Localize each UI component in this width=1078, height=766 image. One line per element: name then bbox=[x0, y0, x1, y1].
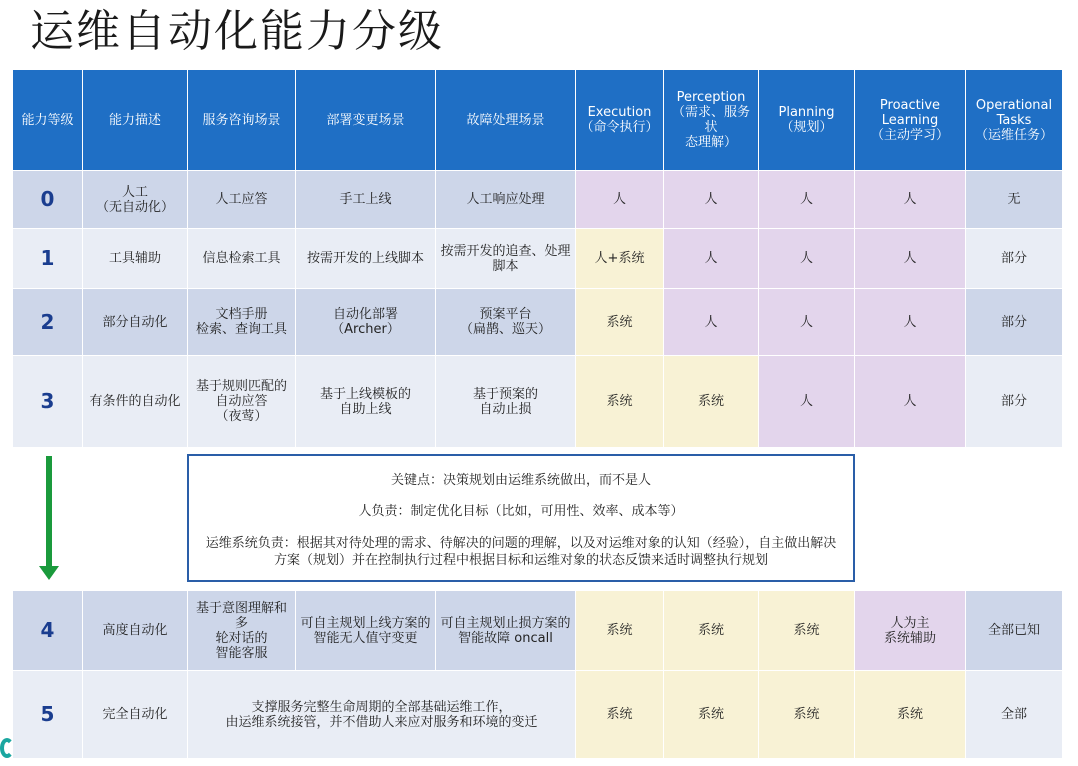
level-number: 2 bbox=[13, 289, 82, 355]
deploy-change-cell: 基于上线模板的 自助上线 bbox=[296, 356, 435, 447]
operational-tasks-cell: 部分 bbox=[966, 229, 1062, 288]
service-consult-cell: 文档手册 检索、查询工具 bbox=[188, 289, 295, 355]
operational-tasks-cell: 无 bbox=[966, 171, 1062, 228]
execution-cell: 系统 bbox=[576, 289, 663, 355]
perception-cell: 人 bbox=[664, 229, 758, 288]
proactive-learning-cell: 人 bbox=[855, 356, 965, 447]
level-description: 完全自动化 bbox=[83, 671, 187, 758]
planning-cell: 系统 bbox=[759, 671, 854, 758]
fault-handling-cell: 可自主规划止损方案的 智能故障 oncall bbox=[436, 591, 575, 670]
perception-cell: 人 bbox=[664, 171, 758, 228]
header-planning: Planning （规划） bbox=[759, 70, 854, 170]
level-description: 有条件的自动化 bbox=[83, 356, 187, 447]
header-service-consult: 服务咨询场景 bbox=[188, 70, 295, 170]
operational-tasks-cell: 全部 bbox=[966, 671, 1062, 758]
execution-cell: 人+系统 bbox=[576, 229, 663, 288]
capability-table-bottom bbox=[13, 591, 1061, 758]
perception-cell: 系统 bbox=[664, 591, 758, 670]
perception-cell: 系统 bbox=[664, 356, 758, 447]
fault-handling-cell: 按需开发的追查、处理 脚本 bbox=[436, 229, 575, 288]
proactive-learning-cell: 人 bbox=[855, 229, 965, 288]
header-proactive-learning: Proactive Learning （主动学习） bbox=[855, 70, 965, 170]
service-consult-cell: 基于规则匹配的 自动应答 （夜莺） bbox=[188, 356, 295, 447]
level-number: 4 bbox=[13, 591, 82, 670]
deploy-change-cell: 自动化部署 （Archer） bbox=[296, 289, 435, 355]
execution-cell: 人 bbox=[576, 171, 663, 228]
merged-scenario-cell: 支撑服务完整生命周期的全部基础运维工作， 由运维系统接管，并不借助人来应对服务和环境的变迁 bbox=[188, 671, 575, 758]
planning-cell: 人 bbox=[759, 171, 854, 228]
execution-cell: 系统 bbox=[576, 356, 663, 447]
header-operational-tasks: Operational Tasks （运维任务） bbox=[966, 70, 1062, 170]
service-consult-cell: 信息检索工具 bbox=[188, 229, 295, 288]
deploy-change-cell: 可自主规划上线方案的 智能无人值守变更 bbox=[296, 591, 435, 670]
level-description: 高度自动化 bbox=[83, 591, 187, 670]
header-deploy-change: 部署变更场景 bbox=[296, 70, 435, 170]
key-point-line-3: 运维系统负责：根据其对待处理的需求、待解决的问题的理解，以及对运维对象的认知（经验），自主做出解决 方案（规划）并在控制执行过程中根据目标和运维对象的状态反馈来适时调整执行规划 bbox=[205, 536, 837, 568]
level-description: 人工 （无自动化） bbox=[83, 171, 187, 228]
proactive-learning-cell: 系统 bbox=[855, 671, 965, 758]
level-description: 工具辅助 bbox=[83, 229, 187, 288]
fault-handling-cell: 人工响应处理 bbox=[436, 171, 575, 228]
fault-handling-cell: 基于预案的 自动止损 bbox=[436, 356, 575, 447]
proactive-learning-cell: 人 bbox=[855, 171, 965, 228]
planning-cell: 人 bbox=[759, 229, 854, 288]
level-number: 0 bbox=[13, 171, 82, 228]
header-description: 能力描述 bbox=[83, 70, 187, 170]
header-perception: Perception （需求、服务状 态理解） bbox=[664, 70, 758, 170]
operational-tasks-cell: 全部已知 bbox=[966, 591, 1062, 670]
capability-table-top bbox=[13, 70, 1061, 447]
execution-cell: 系统 bbox=[576, 671, 663, 758]
deploy-change-cell: 按需开发的上线脚本 bbox=[296, 229, 435, 288]
operational-tasks-cell: 部分 bbox=[966, 289, 1062, 355]
perception-cell: 系统 bbox=[664, 671, 758, 758]
level-description: 部分自动化 bbox=[83, 289, 187, 355]
key-point-line-2: 人负责：制定优化目标（比如，可用性、效率、成本等） bbox=[358, 504, 684, 519]
execution-cell: 系统 bbox=[576, 591, 663, 670]
operational-tasks-cell: 部分 bbox=[966, 356, 1062, 447]
level-number: 3 bbox=[13, 356, 82, 447]
header-execution: Execution （命令执行） bbox=[576, 70, 663, 170]
down-arrow-icon bbox=[43, 456, 55, 582]
perception-cell: 人 bbox=[664, 289, 758, 355]
planning-cell: 人 bbox=[759, 289, 854, 355]
proactive-learning-cell: 人 bbox=[855, 289, 965, 355]
fault-handling-cell: 预案平台 （扁鹊、巡天） bbox=[436, 289, 575, 355]
logo-icon bbox=[0, 738, 14, 758]
proactive-learning-cell: 人为主 系统辅助 bbox=[855, 591, 965, 670]
service-consult-cell: 人工应答 bbox=[188, 171, 295, 228]
planning-cell: 系统 bbox=[759, 591, 854, 670]
planning-cell: 人 bbox=[759, 356, 854, 447]
header-fault-handling: 故障处理场景 bbox=[436, 70, 575, 170]
service-consult-cell: 基于意图理解和多 轮对话的 智能客服 bbox=[188, 591, 295, 670]
page-title: 运维自动化能力分级 bbox=[30, 6, 444, 57]
deploy-change-cell: 手工上线 bbox=[296, 171, 435, 228]
key-point-line-1: 关键点：决策规划由运维系统做出，而不是人 bbox=[390, 473, 651, 488]
level-number: 1 bbox=[13, 229, 82, 288]
header-level: 能力等级 bbox=[13, 70, 82, 170]
key-points-box bbox=[187, 454, 855, 582]
level-number: 5 bbox=[13, 671, 82, 758]
